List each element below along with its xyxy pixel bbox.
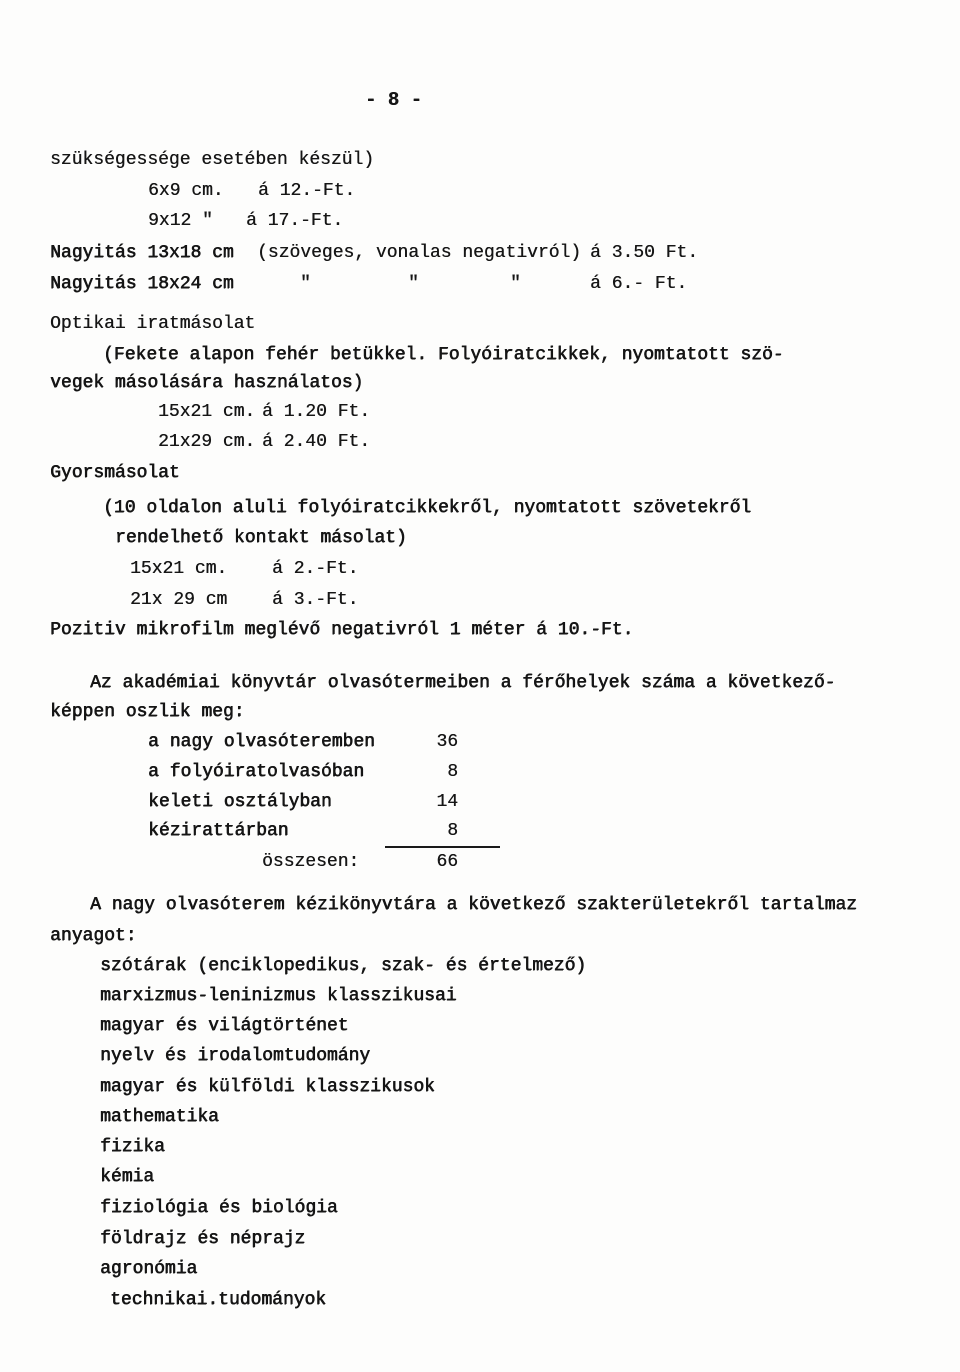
subject-item: földrajz és néprajz (100, 1229, 306, 1249)
reading-room-name: a folyóiratolvasóban (148, 762, 365, 782)
copy-price: á 12.-Ft. (258, 181, 356, 201)
subject-item: nyelv és irodalomtudomány (100, 1046, 371, 1066)
enlargement-price: á 3.50 Ft. (590, 243, 699, 263)
fast-copy-price: á 3.-Ft. (272, 590, 359, 610)
fast-copy-description: rendelhető kontakt másolat) (115, 528, 407, 548)
subject-item: szótárak (enciklopedikus, szak- és értelmező) (100, 956, 587, 976)
reading-room-seats: 8 (447, 821, 458, 841)
subject-item: marxizmus-leninizmus klasszikusai (100, 986, 457, 1006)
fast-copy-size: 15x21 cm. (130, 559, 228, 579)
fast-copy-title: Gyorsmásolat (50, 463, 180, 483)
continuation-line: szükségessége esetében készül) (50, 150, 375, 170)
fast-copy-size: 21x 29 cm (130, 590, 228, 610)
ditto-mark: " (300, 274, 311, 294)
page-number: - 8 - (365, 89, 423, 111)
reading-room-name: keleti osztályban (148, 792, 332, 812)
subject-item: magyar és külföldi klasszikusok (100, 1077, 435, 1097)
subject-item: technikai.tudományok (110, 1290, 327, 1310)
optical-copy-title: Optikai iratmásolat (50, 314, 256, 334)
enlargement-price: á 6.- Ft. (590, 274, 688, 294)
optical-copy-price: á 2.40 Ft. (262, 432, 371, 452)
reading-rooms-intro: képpen oszlik meg: (50, 702, 245, 722)
subject-item: agronómia (100, 1259, 198, 1279)
copy-size: 9x12 " (148, 211, 213, 231)
reading-room-seats: 36 (436, 732, 458, 752)
subject-item: fiziológia és biológia (100, 1198, 338, 1218)
optical-copy-size: 15x21 cm. (158, 402, 256, 422)
reading-room-name: a nagy olvasóteremben (148, 732, 375, 752)
copy-price: á 17.-Ft. (246, 211, 344, 231)
reference-library-intro: anyagot: (50, 926, 137, 946)
reading-room-seats: 8 (447, 762, 458, 782)
enlargement-label: Nagyitás 18x24 cm (50, 274, 234, 294)
reading-rooms-intro: Az akadémiai könyvtár olvasótermeiben a férőhelyek száma a következő- (90, 673, 836, 693)
optical-copy-description: vegek másolására használatos) (50, 373, 364, 393)
reading-room-name: kézirattárban (148, 821, 289, 841)
ditto-mark: " (408, 274, 419, 294)
sum-underline (385, 846, 500, 848)
optical-copy-size: 21x29 cm. (158, 432, 256, 452)
total-seats: 66 (436, 852, 458, 872)
microfilm-price-line: Pozitiv mikrofilm meglévő negativról 1 méter á 10.-Ft. (50, 620, 634, 640)
copy-size: 6x9 cm. (148, 181, 224, 201)
subject-item: mathematika (100, 1107, 219, 1127)
fast-copy-price: á 2.-Ft. (272, 559, 359, 579)
subject-item: fizika (100, 1137, 165, 1157)
enlargement-label: Nagyitás 13x18 cm (50, 243, 234, 263)
ditto-mark: " (510, 274, 521, 294)
optical-copy-price: á 1.20 Ft. (262, 402, 371, 422)
total-label: összesen: (262, 852, 360, 872)
reference-library-intro: A nagy olvasóterem kézikönyvtára a következő szakterületekről tartalmaz (90, 895, 857, 915)
subject-item: kémia (100, 1167, 155, 1187)
optical-copy-description: (Fekete alapon fehér betükkel. Folyóiratcikkek, nyomtatott szö- (103, 345, 784, 365)
enlargement-note: (szöveges, vonalas negativról) (257, 243, 582, 263)
reading-room-seats: 14 (436, 792, 458, 812)
fast-copy-description: (10 oldalon aluli folyóiratcikkekről, nyomtatott szövetekről (103, 498, 752, 518)
subject-item: magyar és világtörténet (100, 1016, 349, 1036)
